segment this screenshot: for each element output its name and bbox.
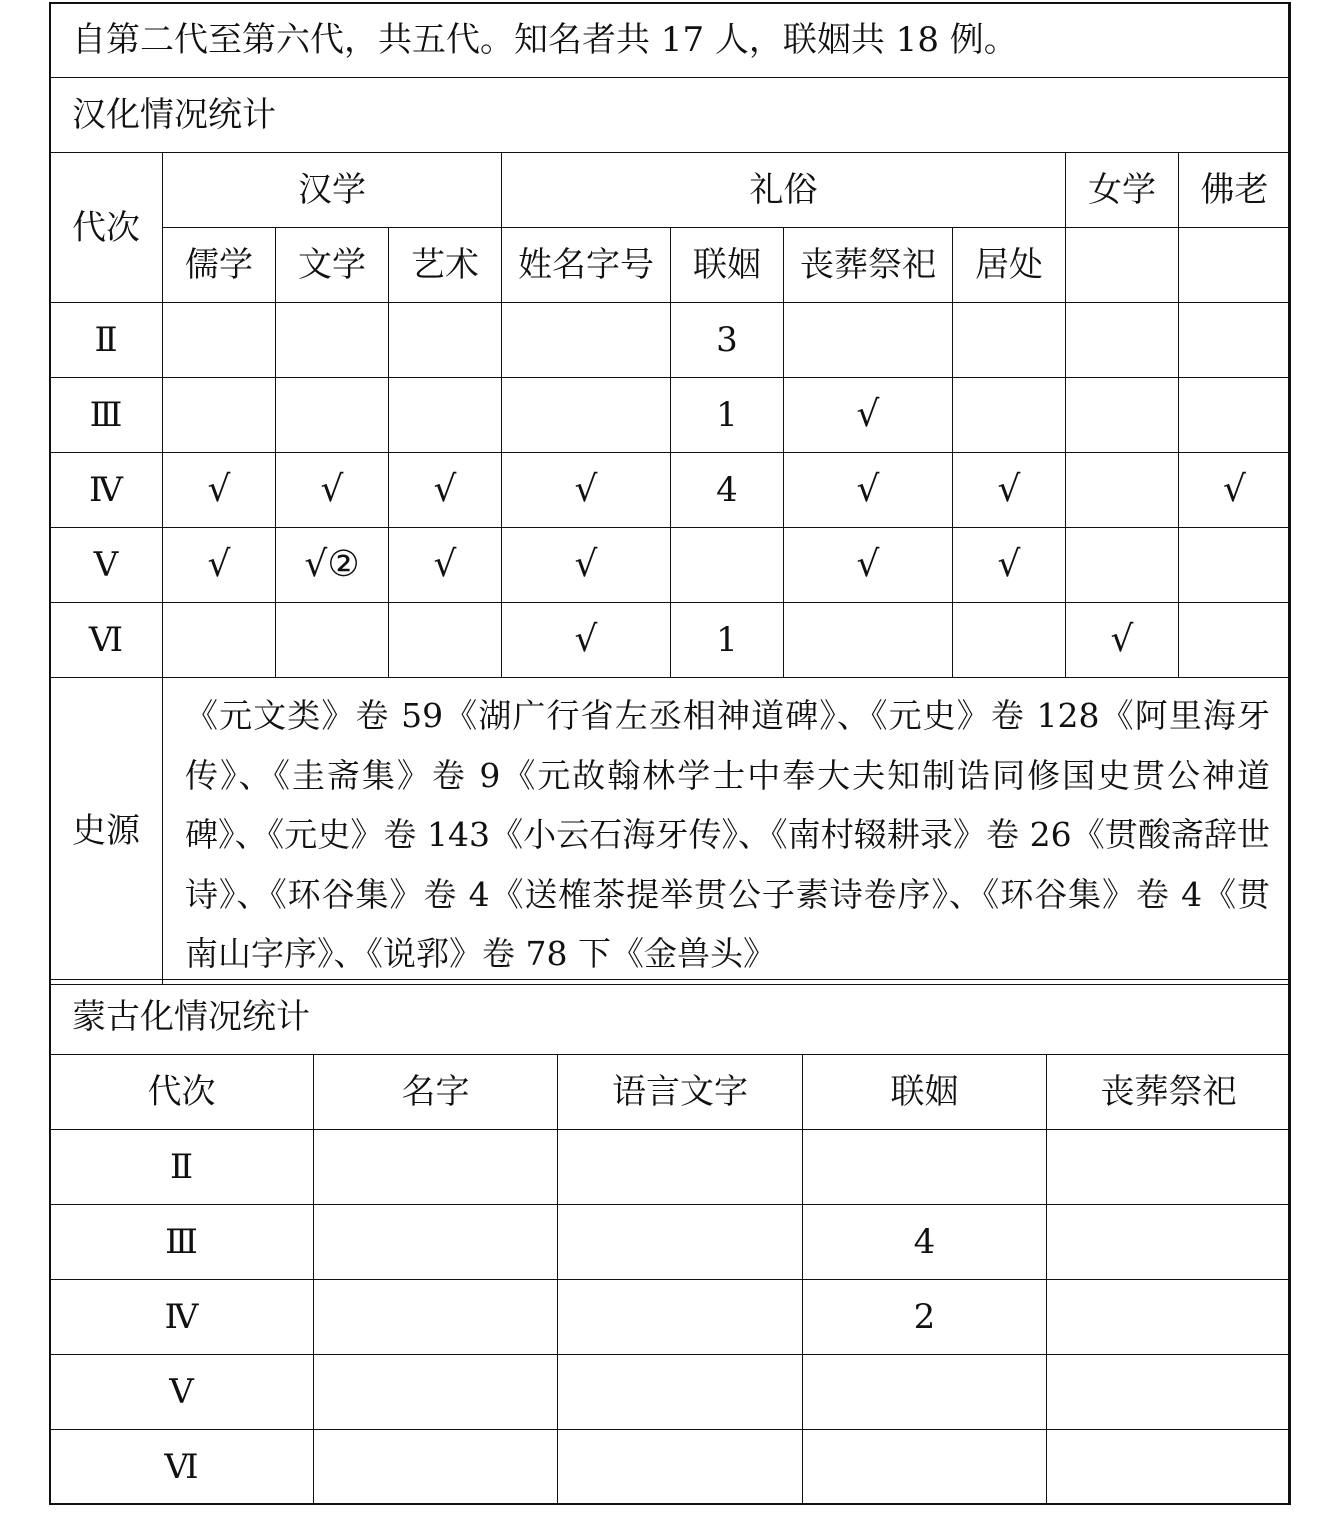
data-cell bbox=[314, 1355, 558, 1430]
generation-cell: Ⅳ bbox=[50, 1280, 314, 1355]
data-cell bbox=[1179, 303, 1291, 378]
data-cell bbox=[1047, 1355, 1291, 1430]
data-cell: √ bbox=[784, 378, 953, 453]
table-row bbox=[50, 1280, 1291, 1355]
data-cell bbox=[1047, 1205, 1291, 1280]
data-cell: √ bbox=[953, 453, 1066, 528]
sinicization-title: 汉化情况统计 bbox=[50, 78, 1291, 153]
data-cell bbox=[163, 378, 276, 453]
data-cell bbox=[1179, 528, 1291, 603]
data-cell bbox=[276, 603, 389, 678]
sub-header: 居处 bbox=[953, 228, 1066, 303]
data-cell: √ bbox=[163, 528, 276, 603]
data-cell bbox=[1047, 1430, 1291, 1505]
generation-header: 代次 bbox=[50, 153, 163, 303]
summary-text: 自第二代至第六代，共五代。知名者共 17 人，联姻共 18 例。 bbox=[50, 3, 1291, 78]
table-row bbox=[50, 1355, 1291, 1430]
sub-header: 文学 bbox=[276, 228, 389, 303]
data-cell bbox=[502, 378, 671, 453]
data-cell bbox=[1066, 528, 1179, 603]
table-row bbox=[50, 1205, 1291, 1280]
data-cell: 4 bbox=[671, 453, 784, 528]
data-cell bbox=[389, 303, 502, 378]
generation-cell: Ⅴ bbox=[50, 528, 163, 603]
data-cell: √ bbox=[784, 528, 953, 603]
source-text: 《元文类》卷 59《湖广行省左丞相神道碑》、《元史》卷 128《阿里海牙传》、《圭斋集》卷 9《元故翰林学士中奉大夫知制诰同修国史贯公神道碑》、《元史》卷 143《小云石海牙传》、《南村辍耕录》卷 26《贯酸斋辞世诗》、《环谷集》卷 4《送榷茶提举贯公子素诗卷序》、《环谷集》卷 4《贯南山字序》、《说郛》卷 78 下《金兽头》 bbox=[163, 678, 1291, 985]
sub-header: 儒学 bbox=[163, 228, 276, 303]
folao-header: 佛老 bbox=[1179, 153, 1291, 228]
data-cell bbox=[314, 1430, 558, 1505]
data-cell bbox=[1066, 453, 1179, 528]
mongolization-header: 代次 bbox=[50, 1055, 314, 1130]
data-cell: √ bbox=[1066, 603, 1179, 678]
generation-cell: Ⅳ bbox=[50, 453, 163, 528]
data-cell bbox=[163, 603, 276, 678]
data-cell bbox=[276, 303, 389, 378]
generation-cell: Ⅴ bbox=[50, 1355, 314, 1430]
generation-cell: Ⅲ bbox=[50, 378, 163, 453]
data-cell: √② bbox=[276, 528, 389, 603]
data-cell: √ bbox=[502, 528, 671, 603]
table-row bbox=[50, 1430, 1291, 1505]
data-cell bbox=[558, 1355, 803, 1430]
table-row bbox=[50, 528, 1291, 603]
data-cell bbox=[389, 378, 502, 453]
data-cell: √ bbox=[389, 528, 502, 603]
nvxue-header: 女学 bbox=[1066, 153, 1179, 228]
mongolization-header: 语言文字 bbox=[558, 1055, 803, 1130]
table-row bbox=[50, 303, 1291, 378]
data-cell bbox=[314, 1280, 558, 1355]
data-cell bbox=[389, 603, 502, 678]
data-cell bbox=[558, 1130, 803, 1205]
mongolization-header: 联姻 bbox=[803, 1055, 1047, 1130]
data-cell bbox=[1179, 378, 1291, 453]
data-cell: √ bbox=[502, 603, 671, 678]
data-cell bbox=[1047, 1280, 1291, 1355]
data-cell bbox=[1179, 603, 1291, 678]
sub-header: 艺术 bbox=[389, 228, 502, 303]
sub-header: 姓名字号 bbox=[502, 228, 671, 303]
data-cell: √ bbox=[1179, 453, 1291, 528]
lisu-header: 礼俗 bbox=[502, 153, 1066, 228]
generation-cell: Ⅲ bbox=[50, 1205, 314, 1280]
hanxue-header: 汉学 bbox=[163, 153, 502, 228]
data-cell: √ bbox=[502, 453, 671, 528]
data-cell bbox=[803, 1130, 1047, 1205]
data-cell bbox=[314, 1205, 558, 1280]
data-cell bbox=[276, 378, 389, 453]
data-cell bbox=[558, 1430, 803, 1505]
mongolization-header: 丧葬祭祀 bbox=[1047, 1055, 1291, 1130]
data-cell bbox=[803, 1355, 1047, 1430]
data-cell: 4 bbox=[803, 1205, 1047, 1280]
data-cell bbox=[671, 528, 784, 603]
data-cell: √ bbox=[276, 453, 389, 528]
generation-cell: Ⅱ bbox=[50, 1130, 314, 1205]
table-row bbox=[50, 378, 1291, 453]
table-row bbox=[50, 453, 1291, 528]
data-cell bbox=[1066, 303, 1179, 378]
data-cell bbox=[1047, 1130, 1291, 1205]
table-row bbox=[50, 603, 1291, 678]
data-cell bbox=[953, 378, 1066, 453]
sub-header-empty bbox=[1179, 228, 1291, 303]
sub-header: 丧葬祭祀 bbox=[784, 228, 953, 303]
data-cell: 2 bbox=[803, 1280, 1047, 1355]
data-cell: √ bbox=[163, 453, 276, 528]
data-cell: √ bbox=[953, 528, 1066, 603]
table-row bbox=[50, 1130, 1291, 1205]
data-cell bbox=[314, 1130, 558, 1205]
data-cell bbox=[1066, 378, 1179, 453]
data-cell: 1 bbox=[671, 603, 784, 678]
generation-cell: Ⅱ bbox=[50, 303, 163, 378]
data-cell: 1 bbox=[671, 378, 784, 453]
data-cell bbox=[558, 1280, 803, 1355]
sub-header: 联姻 bbox=[671, 228, 784, 303]
data-cell: 3 bbox=[671, 303, 784, 378]
data-cell bbox=[784, 303, 953, 378]
data-cell bbox=[784, 603, 953, 678]
generation-cell: Ⅵ bbox=[50, 1430, 314, 1505]
mongolization-table bbox=[49, 979, 1291, 1505]
data-cell bbox=[558, 1205, 803, 1280]
sinicization-table bbox=[49, 2, 1291, 985]
data-cell bbox=[502, 303, 671, 378]
mongolization-header: 名字 bbox=[314, 1055, 558, 1130]
data-cell bbox=[953, 303, 1066, 378]
data-cell bbox=[803, 1430, 1047, 1505]
generation-cell: Ⅵ bbox=[50, 603, 163, 678]
data-cell bbox=[953, 603, 1066, 678]
source-label: 史源 bbox=[50, 678, 163, 985]
sub-header-empty bbox=[1066, 228, 1179, 303]
data-cell: √ bbox=[784, 453, 953, 528]
mongolization-title: 蒙古化情况统计 bbox=[50, 980, 1291, 1055]
data-cell bbox=[163, 303, 276, 378]
data-cell: √ bbox=[389, 453, 502, 528]
